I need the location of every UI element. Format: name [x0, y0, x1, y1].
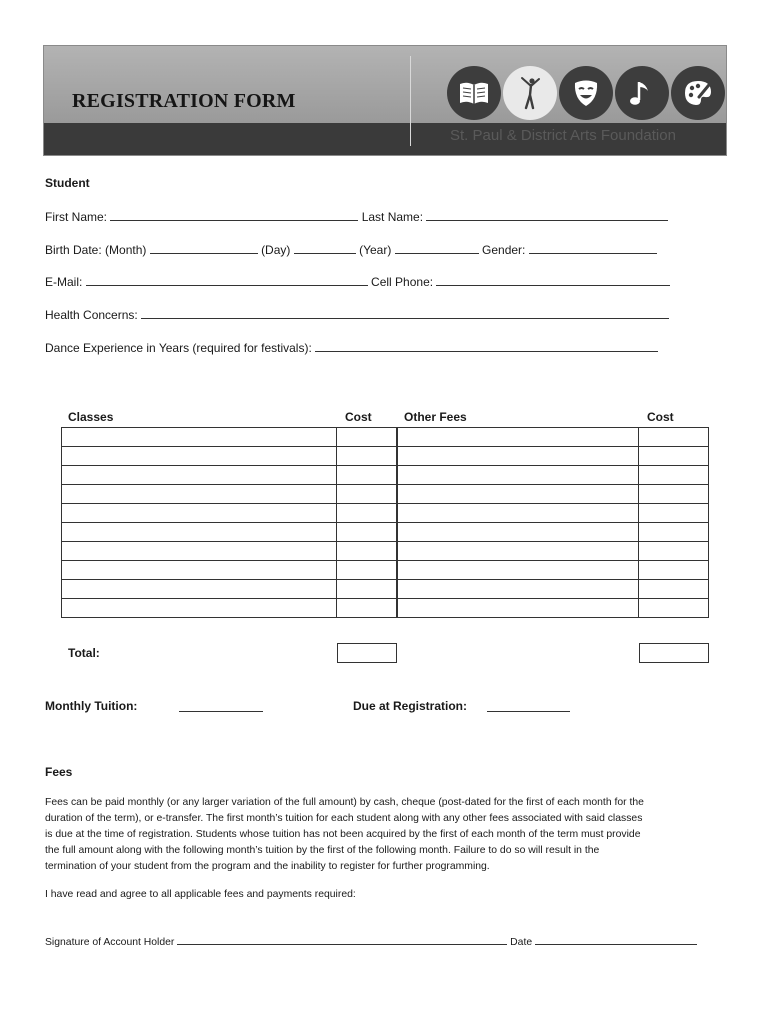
class-name-cell[interactable] [62, 580, 337, 599]
class-name-cell[interactable] [62, 504, 337, 523]
fee-cost-cell[interactable] [639, 428, 709, 447]
last-name-field[interactable] [426, 209, 668, 221]
table-row [62, 599, 397, 618]
fee-cost-cell[interactable] [639, 485, 709, 504]
class-name-cell[interactable] [62, 447, 337, 466]
contact-row [45, 274, 670, 289]
class-name-cell[interactable] [62, 485, 337, 504]
signature-field[interactable] [177, 934, 507, 945]
class-cost-cell[interactable] [337, 504, 397, 523]
table-row [62, 485, 397, 504]
due-at-registration-field[interactable] [487, 700, 570, 712]
table-row [398, 485, 709, 504]
table-row [398, 523, 709, 542]
fee-name-cell[interactable] [398, 599, 639, 618]
class-cost-cell[interactable] [337, 599, 397, 618]
theatre-mask-icon [559, 66, 613, 120]
date-field[interactable] [535, 934, 697, 945]
birth-day-field[interactable] [294, 242, 356, 254]
signature-label: Signature of Account Holder [45, 937, 175, 948]
birth-month-field[interactable] [150, 242, 258, 254]
class-name-cell[interactable] [62, 428, 337, 447]
paint-palette-icon [671, 66, 725, 120]
health-concerns-field[interactable] [141, 307, 669, 319]
fee-cost-cell[interactable] [639, 580, 709, 599]
fee-name-cell[interactable] [398, 485, 639, 504]
table-row [398, 447, 709, 466]
table-row [62, 504, 397, 523]
classes-header: Classes [68, 410, 114, 424]
fees-line: is due at the time of registration. Students whose tuition has not been acquired by the first of each month of the term must provide [45, 829, 641, 840]
cost-header: Cost [345, 410, 372, 424]
first-name-field[interactable] [110, 209, 358, 221]
first-name-label: First Name: [45, 210, 108, 224]
dancer-icon [503, 66, 557, 120]
gender-label: Gender: [482, 243, 526, 257]
table-row [62, 561, 397, 580]
table-row [398, 542, 709, 561]
table-row [398, 466, 709, 485]
fees-line: Fees can be paid monthly (or any larger variation of the full amount) by cash, cheque (post-dated for the first of each month for the [45, 797, 644, 808]
class-name-cell[interactable] [62, 542, 337, 561]
table-row [398, 561, 709, 580]
cost-header-2: Cost [647, 410, 674, 424]
table-row [62, 523, 397, 542]
fees-paragraph [45, 795, 725, 875]
first-name-row [45, 209, 668, 224]
fee-name-cell[interactable] [398, 428, 639, 447]
classes-total-cell[interactable] [337, 643, 397, 663]
fee-cost-cell[interactable] [639, 466, 709, 485]
organization-name: St. Paul & District Arts Foundation [450, 127, 676, 144]
fees-heading: Fees [45, 765, 73, 779]
fees-total-cell[interactable] [639, 643, 709, 663]
fees-line: termination of your student from the program and the inability to register for further programming. [45, 861, 490, 872]
last-name-label: Last Name: [361, 210, 424, 224]
cell-phone-field[interactable] [436, 274, 670, 286]
student-heading: Student [45, 176, 90, 190]
birth-year-label: (Year) [359, 243, 392, 257]
class-cost-cell[interactable] [337, 428, 397, 447]
class-name-cell[interactable] [62, 561, 337, 580]
class-cost-cell[interactable] [337, 466, 397, 485]
class-name-cell[interactable] [62, 466, 337, 485]
health-concerns-label: Health Concerns: [45, 308, 138, 322]
fee-name-cell[interactable] [398, 542, 639, 561]
other-fees-header: Other Fees [404, 410, 467, 424]
other-fees-table [397, 427, 709, 618]
fee-cost-cell[interactable] [639, 542, 709, 561]
class-name-cell[interactable] [62, 523, 337, 542]
table-row [62, 466, 397, 485]
fee-name-cell[interactable] [398, 447, 639, 466]
email-field[interactable] [86, 274, 368, 286]
header-banner [43, 45, 727, 156]
table-row [398, 580, 709, 599]
class-cost-cell[interactable] [337, 542, 397, 561]
fees-line: the full amount along with the following month’s tuition by the first of the following month. Failure to do so will result in the [45, 845, 600, 856]
dance-experience-label: Dance Experience in Years (required for festivals): [45, 341, 312, 355]
class-cost-cell[interactable] [337, 561, 397, 580]
music-note-icon [615, 66, 669, 120]
dance-experience-field[interactable] [315, 340, 658, 352]
monthly-tuition-field[interactable] [179, 700, 263, 712]
birth-date-row [45, 242, 657, 257]
class-cost-cell[interactable] [337, 580, 397, 599]
class-name-cell[interactable] [62, 599, 337, 618]
fees-line: duration of the term), or e-transfer. The first month’s tuition for each student along with any other fees associated with said classes [45, 813, 643, 824]
form-title: REGISTRATION FORM [72, 90, 296, 112]
fee-cost-cell[interactable] [639, 523, 709, 542]
class-cost-cell[interactable] [337, 523, 397, 542]
dance-experience-row [45, 340, 658, 355]
monthly-tuition-label: Monthly Tuition: [45, 699, 138, 713]
fee-cost-cell[interactable] [639, 504, 709, 523]
gender-field[interactable] [529, 242, 657, 254]
fee-cost-cell[interactable] [639, 599, 709, 618]
birth-month-label: Birth Date: (Month) [45, 243, 147, 257]
birth-year-field[interactable] [395, 242, 479, 254]
total-label: Total: [68, 646, 100, 660]
class-cost-cell[interactable] [337, 447, 397, 466]
health-row [45, 307, 669, 322]
signature-row [45, 934, 725, 951]
table-row [62, 580, 397, 599]
classes-table [61, 427, 397, 618]
birth-day-label: (Day) [261, 243, 291, 257]
table-row [62, 447, 397, 466]
fee-name-cell[interactable] [398, 466, 639, 485]
table-row [398, 428, 709, 447]
table-row [62, 428, 397, 447]
agreement-text: I have read and agree to all applicable fees and payments required: [45, 889, 356, 900]
table-row [398, 599, 709, 618]
class-cost-cell[interactable] [337, 485, 397, 504]
fee-name-cell[interactable] [398, 523, 639, 542]
banner-divider [410, 56, 411, 146]
due-at-registration-label: Due at Registration: [353, 699, 468, 713]
table-row [398, 504, 709, 523]
fee-cost-cell[interactable] [639, 447, 709, 466]
book-icon [447, 66, 501, 120]
fee-cost-cell[interactable] [639, 561, 709, 580]
table-row [62, 542, 397, 561]
email-label: E-Mail: [45, 275, 83, 289]
date-label: Date [510, 937, 533, 948]
cell-phone-label: Cell Phone: [371, 275, 434, 289]
fee-name-cell[interactable] [398, 580, 639, 599]
fee-name-cell[interactable] [398, 561, 639, 580]
fee-name-cell[interactable] [398, 504, 639, 523]
